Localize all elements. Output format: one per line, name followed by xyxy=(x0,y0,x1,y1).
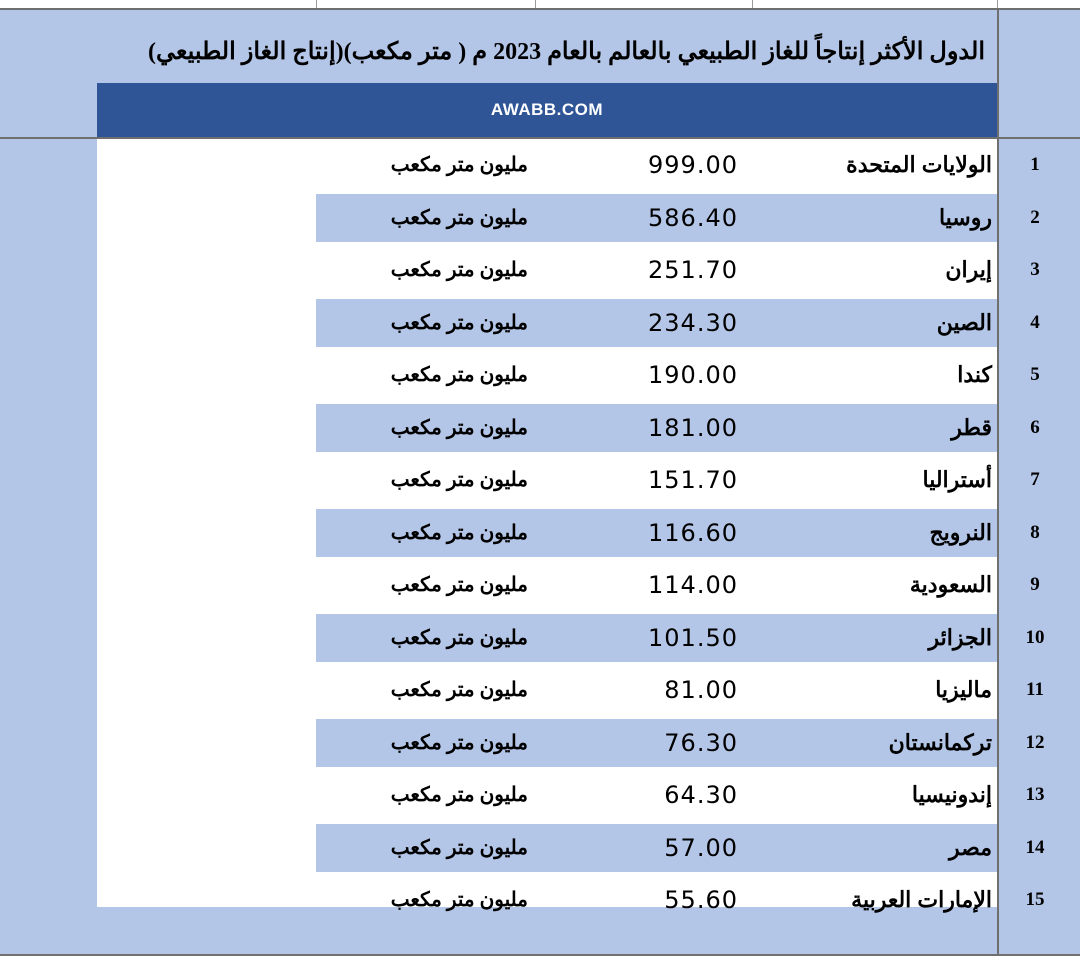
value-cell: 181.00 xyxy=(648,413,738,442)
table-row xyxy=(0,139,1080,192)
unit-cell: مليون متر مكعب xyxy=(390,784,528,806)
unit-cell: مليون متر مكعب xyxy=(390,679,528,701)
value-cell: 586.40 xyxy=(648,203,738,232)
table-row xyxy=(0,402,1080,455)
rank-cell: 15 xyxy=(1025,889,1045,910)
table-row xyxy=(0,769,1080,822)
table-row xyxy=(0,507,1080,560)
brand-banner xyxy=(97,83,997,137)
value-cell: 64.30 xyxy=(664,781,738,809)
table-row xyxy=(0,297,1080,350)
value-cell: 76.30 xyxy=(664,728,738,757)
unit-cell: مليون متر مكعب xyxy=(390,889,528,911)
gridline xyxy=(997,0,998,8)
table-row xyxy=(0,612,1080,665)
unit-cell: مليون متر مكعب xyxy=(390,311,528,334)
country-cell: الولايات المتحدة xyxy=(846,152,992,177)
gridline xyxy=(752,0,753,8)
rank-cell: 14 xyxy=(1025,836,1045,858)
rank-cell: 12 xyxy=(1025,731,1045,753)
value-cell: 114.00 xyxy=(648,571,738,599)
country-cell: تركمانستان xyxy=(888,729,992,755)
unit-cell: مليون متر مكعب xyxy=(390,469,528,491)
country-cell: كندا xyxy=(957,362,992,387)
value-cell: 55.60 xyxy=(664,886,738,914)
value-cell: 116.60 xyxy=(648,518,738,547)
unit-cell: مليون متر مكعب xyxy=(390,731,528,754)
country-cell: مصر xyxy=(948,834,992,860)
rank-cell: 9 xyxy=(1030,574,1040,595)
country-cell: إندونيسيا xyxy=(911,782,992,807)
table-row xyxy=(0,874,1080,927)
table-row xyxy=(0,717,1080,770)
rank-cell: 11 xyxy=(1026,679,1044,700)
rank-cell: 8 xyxy=(1030,521,1040,543)
value-cell: 101.50 xyxy=(648,623,738,652)
value-cell: 81.00 xyxy=(664,676,738,704)
table-row xyxy=(0,559,1080,612)
gridline xyxy=(316,0,317,8)
unit-cell: مليون متر مكعب xyxy=(390,259,528,281)
country-cell: روسيا xyxy=(938,204,992,230)
country-cell: السعودية xyxy=(909,572,992,597)
rank-cell: 7 xyxy=(1030,469,1040,490)
unit-cell: مليون متر مكعب xyxy=(390,364,528,386)
country-cell: الجزائر xyxy=(928,624,992,650)
unit-cell: مليون متر مكعب xyxy=(390,574,528,596)
country-cell: الصين xyxy=(936,309,992,335)
value-cell: 234.30 xyxy=(648,308,738,337)
rank-cell: 10 xyxy=(1025,626,1045,648)
table-row xyxy=(0,822,1080,875)
unit-cell: مليون متر مكعب xyxy=(390,521,528,544)
rank-cell: 13 xyxy=(1025,784,1045,805)
table-row xyxy=(0,192,1080,245)
rank-cell: 2 xyxy=(1030,206,1040,228)
table-row xyxy=(0,244,1080,297)
table-row xyxy=(0,349,1080,402)
brand-label: AWABB.COM xyxy=(490,100,604,119)
rank-cell: 3 xyxy=(1030,259,1040,280)
country-cell: قطر xyxy=(951,414,992,440)
value-cell: 251.70 xyxy=(648,256,738,284)
rank-cell: 6 xyxy=(1030,416,1040,438)
table-row xyxy=(0,454,1080,507)
unit-cell: مليون متر مكعب xyxy=(390,154,528,176)
value-cell: 999.00 xyxy=(648,151,738,179)
rank-cell: 5 xyxy=(1030,364,1040,385)
value-cell: 151.70 xyxy=(648,466,738,494)
country-cell: النرويج xyxy=(929,519,992,545)
value-cell: 57.00 xyxy=(664,833,738,862)
top-gridlines xyxy=(0,0,1080,8)
rank-cell: 1 xyxy=(1030,154,1040,175)
unit-cell: مليون متر مكعب xyxy=(390,626,528,649)
gridline xyxy=(535,0,536,8)
sheet xyxy=(0,8,1080,956)
unit-cell: مليون متر مكعب xyxy=(390,206,528,229)
value-cell: 190.00 xyxy=(648,361,738,389)
country-cell: ماليزيا xyxy=(935,677,992,702)
country-cell: الإمارات العربية xyxy=(851,887,992,912)
unit-cell: مليون متر مكعب xyxy=(390,416,528,439)
table-row xyxy=(0,664,1080,717)
document-title: الدول الأكثر إنتاجاً للغاز الطبيعي بالعالم بالعام 2023 م ( متر مكعب)(إنتاج الغاز الطبيعي) xyxy=(148,39,985,65)
rank-cell: 4 xyxy=(1030,311,1040,333)
country-cell: أستراليا xyxy=(922,467,992,492)
unit-cell: مليون متر مكعب xyxy=(390,836,528,859)
country-cell: إيران xyxy=(945,257,992,282)
